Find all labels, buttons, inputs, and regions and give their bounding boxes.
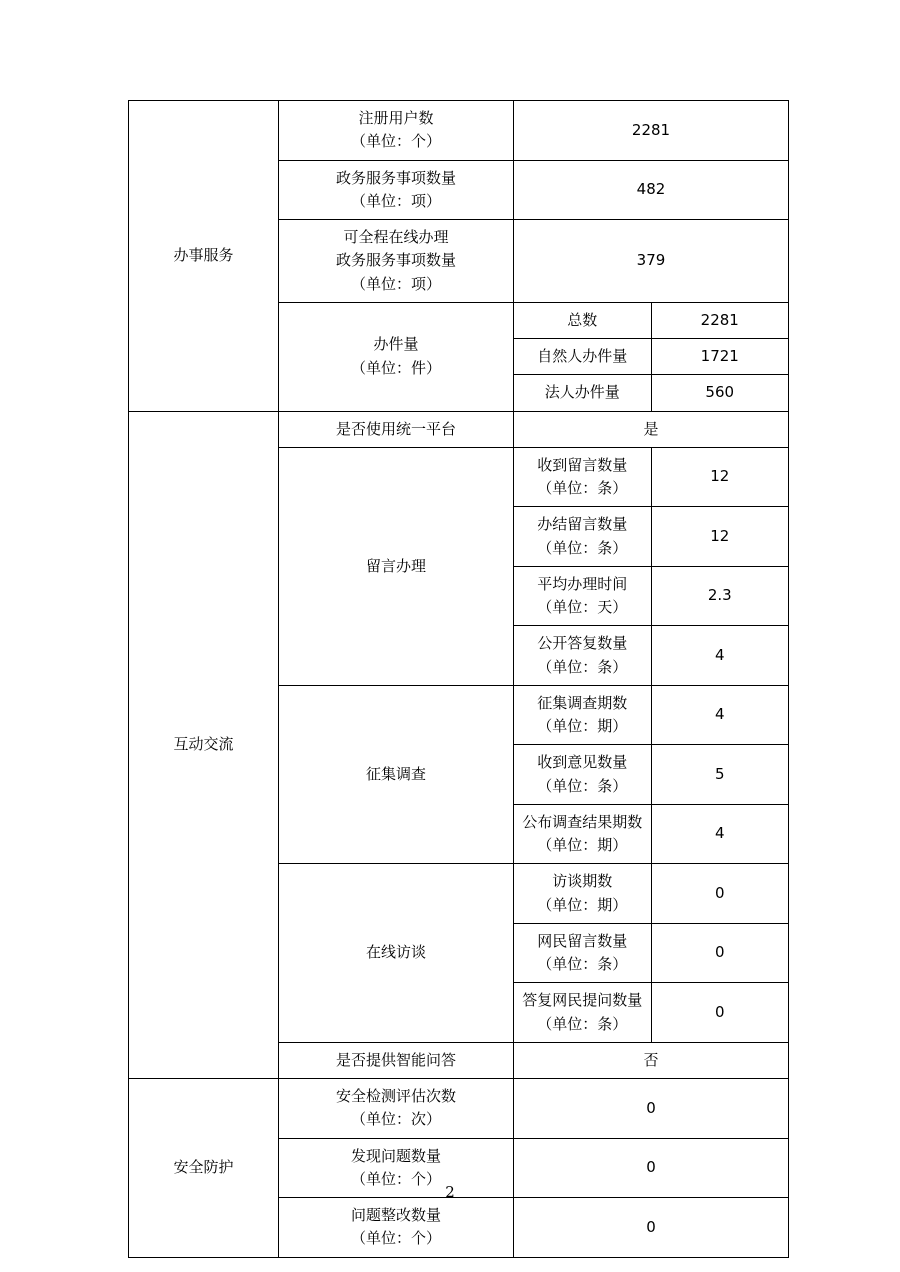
value-cell-opinions-received: 5 [651, 745, 789, 805]
subitem-label-line2: （单位：条） [537, 776, 628, 795]
subitem-label-line1: 公开答复数量 [537, 634, 628, 653]
value-cell-public-replies: 4 [651, 626, 789, 686]
subitem-label-line1: 网民留言数量 [537, 931, 628, 950]
item-label-line1: 可全程在线办理 [343, 228, 449, 246]
item-cell-issues-fixed [279, 1198, 514, 1258]
value-cell-smart-qa: 否 [514, 1042, 789, 1078]
subitem-label-line2: （单位：条） [537, 955, 628, 973]
item-label-line1: 注册用户数 [358, 109, 434, 127]
item-cell-unified-platform: 是否使用统一平台 [279, 411, 514, 447]
table-row [129, 411, 789, 447]
subitem-cell-average-time [514, 566, 652, 626]
subitem-label-line2: （单位：期） [537, 717, 628, 735]
subitem-cell-survey-results-published [514, 804, 652, 864]
value-cell-registered-users: 2281 [514, 101, 789, 161]
item-label-line1b: 政务服务事项数量 [335, 251, 456, 270]
subitem-label-line2: （单位：期） [537, 836, 628, 854]
item-label-line1: 办件量 [373, 335, 419, 354]
value-cell-average-time: 2.3 [651, 566, 789, 626]
item-label-line1: 问题整改数量 [350, 1206, 441, 1224]
subitem-cell-legal-person: 法人办件量 [514, 375, 652, 411]
item-label-line1: 发现问题数量 [350, 1146, 441, 1165]
table-row [129, 101, 789, 161]
value-cell-netizen-messages: 0 [651, 923, 789, 983]
value-cell-netizen-replies: 0 [651, 983, 789, 1043]
item-label-line2: （单位：项） [350, 274, 441, 293]
subitem-cell-public-replies [514, 626, 652, 686]
item-cell-case-volume [279, 302, 514, 411]
subitem-label-line2: （单位：期） [537, 895, 628, 914]
value-cell-issues-found: 0 [514, 1138, 789, 1198]
value-cell-total: 2281 [651, 302, 789, 338]
subitem-label-line1: 收到意见数量 [537, 753, 628, 772]
item-label-line1: 政务服务事项数量 [335, 168, 456, 187]
subitem-label-line2: （单位：天） [537, 598, 628, 616]
value-cell-natural-person: 1721 [651, 339, 789, 375]
item-cell-registered-users [279, 101, 514, 161]
item-label-line2: （单位：次） [350, 1110, 441, 1129]
value-cell-legal-person: 560 [651, 375, 789, 411]
subitem-label-line2: （单位：条） [537, 479, 628, 497]
subitem-cell-natural-person: 自然人办件量 [514, 339, 652, 375]
item-cell-online-interview: 在线访谈 [279, 864, 514, 1043]
subitem-cell-messages-closed [514, 507, 652, 567]
item-label-line2: （单位：项） [350, 191, 441, 210]
item-cell-smart-qa: 是否提供智能问答 [279, 1042, 514, 1078]
value-cell-issues-fixed: 0 [514, 1198, 789, 1258]
subitem-cell-netizen-messages [514, 923, 652, 983]
value-cell-survey-results-published: 4 [651, 804, 789, 864]
subitem-label-line2: （单位：条） [537, 1014, 628, 1033]
subitem-cell-survey-periods [514, 685, 652, 745]
value-cell-survey-periods: 4 [651, 685, 789, 745]
item-label-line2: （单位：件） [350, 358, 441, 377]
annual-report-table-wrapper [128, 100, 773, 1258]
value-cell-interview-periods: 0 [651, 864, 789, 924]
subitem-label-line1: 访谈期数 [552, 872, 613, 891]
subitem-cell-opinions-received [514, 745, 652, 805]
category-cell-security: 安全防护 [129, 1079, 279, 1258]
page-number: 2 [445, 1183, 455, 1201]
subitem-cell-messages-received [514, 447, 652, 507]
value-cell-security-assessments: 0 [514, 1079, 789, 1139]
item-cell-message-handling: 留言办理 [279, 447, 514, 685]
item-label-line2: （单位：个） [350, 132, 441, 151]
subitem-label-line1: 答复网民提问数量 [522, 991, 643, 1010]
value-cell-messages-closed: 12 [651, 507, 789, 567]
table-row [129, 1079, 789, 1139]
subitem-label-line1: 收到留言数量 [537, 455, 628, 474]
item-label-line2: （单位：个） [350, 1229, 441, 1248]
subitem-cell-interview-periods [514, 864, 652, 924]
item-cell-service-items [279, 160, 514, 220]
subitem-label-line1: 公布调查结果期数 [522, 812, 643, 831]
value-cell-messages-received: 12 [651, 447, 789, 507]
subitem-label-line1: 平均办理时间 [537, 574, 628, 593]
category-cell-service: 办事服务 [129, 101, 279, 412]
subitem-label-line1: 征集调查期数 [537, 693, 628, 712]
item-cell-survey: 征集调查 [279, 685, 514, 864]
item-cell-security-assessments [279, 1079, 514, 1139]
category-cell-interaction: 互动交流 [129, 411, 279, 1079]
value-cell-online-service-items: 379 [514, 220, 789, 303]
item-label-line1: 安全检测评估次数 [335, 1087, 456, 1105]
value-cell-unified-platform: 是 [514, 411, 789, 447]
item-label-line2: （单位：个） [350, 1169, 441, 1188]
subitem-label-line2: （单位：条） [537, 657, 628, 676]
subitem-label-line1: 办结留言数量 [537, 515, 628, 534]
item-cell-online-service-items [279, 220, 514, 303]
value-cell-service-items: 482 [514, 160, 789, 220]
subitem-cell-total: 总数 [514, 302, 652, 338]
subitem-label-line2: （单位：条） [537, 538, 628, 557]
annual-report-table [128, 100, 789, 1258]
subitem-cell-netizen-replies [514, 983, 652, 1043]
